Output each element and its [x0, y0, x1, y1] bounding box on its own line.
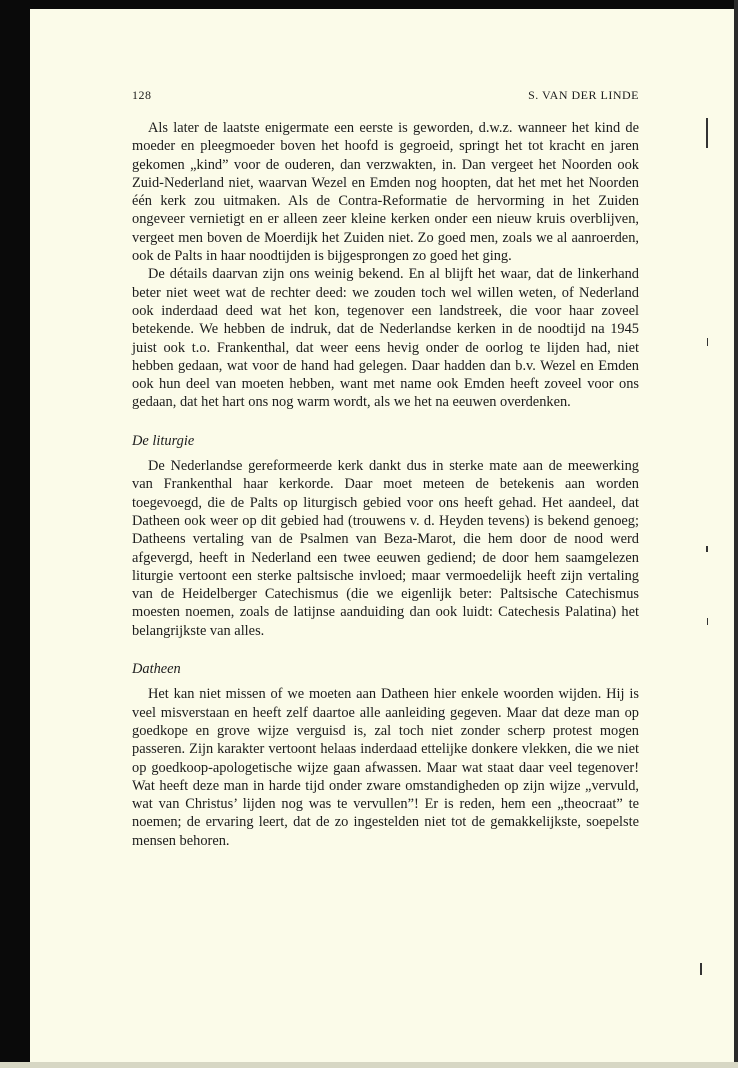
margin-mark — [700, 963, 702, 975]
margin-mark — [707, 618, 708, 625]
running-head — [132, 88, 639, 103]
body-paragraph: De détails daarvan zijn ons weinig bekend. En al blijft het waar, dat de linkerhand beter niet weet wat de rechter deed: we zouden toch wel willen weten, of Nederland ook inderdaad deed wat het kon, tegenover een landstreek, die voor haar zoveel betekende. We hebben de indruk, dat de Nederlandse kerken in de noodtijd na 1945 juist ook t.o. Frankenthal, dat weer eens hevig onder de oorlog te lijden had, niet hebben gedaan, wat voor de hand had gelegen. Daar hadden dan b.v. Wezel en Emden ook hun deel van moeten hebben, want met name ook Emden heeft zoveel voor ons gedaan, dat het hart ons nog warm wordt, als we het na eeuwen overdenken. — [132, 266, 639, 411]
section-heading-liturgie: De liturgie — [132, 432, 195, 449]
page-number: 128 — [132, 88, 152, 102]
book-page — [132, 88, 639, 850]
body-paragraph: Het kan niet missen of we moeten aan Datheen hier enkele woorden wijden. Hij is veel misverstaan en heeft zelf daartoe alle aanleiding gegeven. Maar dat deze man op goedkope en grove wijze verguisd is, zal toch niet zonder scherp protest mogen passeren. Zijn karakter vertoont helaas inderdaad ettelijke donkere vlekken, die we niet op goedkoop-apologetische wijze gaan afwassen. Maar wat staat daar veel tegenover! Wat heeft deze man in harde tijd onder zware omstandigheden op zijn wijze „vervuld, wat van Christus’ lijden nog was te vervullen”! Er is reden, hem een „theocraat” te noemen; de ervaring leert, dat de zo ingestelden niet tot de gemakkelijkste, soepelste mensen behoren. — [132, 686, 639, 849]
scan-border-left — [0, 0, 30, 1068]
scan-border-bottom — [0, 1062, 738, 1068]
running-title: S. VAN DER LINDE — [528, 88, 639, 102]
scan-border-top — [0, 0, 738, 9]
scan-border-right — [734, 0, 738, 1068]
margin-mark — [707, 338, 708, 346]
body-paragraph: Als later de laatste enigermate een eerste is geworden, d.w.z. wanneer het kind de moeder en pleegmoeder boven het hoofd is gegroeid, springt het tot kracht en jaren gekomen „kind” voor de ouderen, dan verzwakten, in. Dan vergeet het Noorden ook Zuid-Nederland niet, waarvan Wezel en Emden nog hoopten, dat het met het Noorden één kerk zou uitmaken. Als de Contra-Reformatie de hervorming in het Zuiden ongeveer vernietigt en er alleen zeer kleine kerken onder een nieuw kruis overblijven, vergeet men boven de Moerdijk het Zuiden niet. Zo goed men, zoals we al aanroerden, ook de Palts in haar noodtijden is bijgesprongen zo goed het ging. — [132, 120, 639, 265]
margin-mark — [706, 546, 708, 552]
section-heading-datheen: Datheen — [132, 661, 181, 678]
margin-mark — [706, 118, 708, 148]
body-paragraph: De Nederlandse gereformeerde kerk dankt dus in sterke mate aan de meewerking van Frankenthal haar kerkorde. Daar moet meteen de betekenis aan worden toegevoegd, die de Palts op liturgisch gebied voor ons heeft gehad. Het aandeel, dat Datheen ook weer op dit gebied had (trouwens v. d. Heyden tevens) is bekend genoeg; Datheens vertaling van de Psalmen van Beza-Marot, die hem door de nood werd afgevergd, heeft in Nederland een twee eeuwen gediend; de door hem saamgelezen liturgie vertoont een sterke paltsische invloed; maar vermoedelijk heeft zijn vertaling van de Heidelberger Catechismus (die we eigenlijk beter: Paltsische Catechismus moesten noemen, zoals de latijnse aanduiding dan ook luidt: Catechesis Palatina) het belangrijkste van alles. — [132, 458, 639, 639]
